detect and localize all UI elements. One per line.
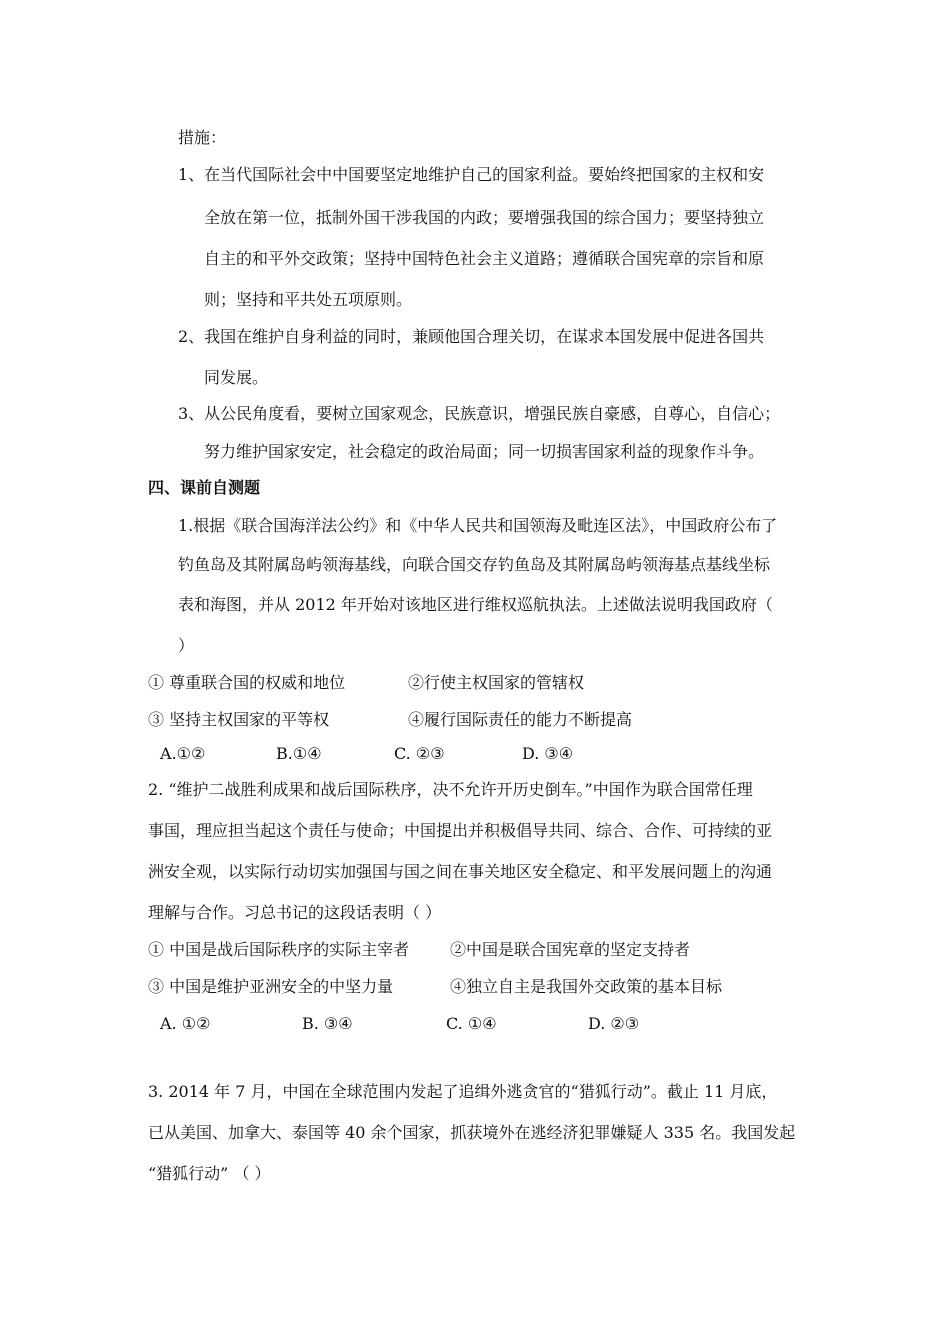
q2-stem-line-1: 2. “维护二战胜利成果和战后国际秩序，决不允许开历史倒车。”中国作为联合国常任理: [148, 780, 753, 799]
q2-stem-line-2: 事国，理应担当起这个责任与使命；中国提出并积极倡导共同、综合、合作、可持续的亚: [148, 821, 773, 840]
q3-stem-line-1: 3. 2014 年 7 月，中国在全球范围内发起了追缉外逃贪官的“猎狐行动”。截止 11 月底，: [148, 1082, 778, 1101]
measure-2-line-2: 同发展。: [204, 368, 269, 387]
q1-option-c: C. ②③: [394, 744, 445, 763]
q1-stem-line-1: 1.根据《联合国海洋法公约》和《中华人民共和国领海及毗连区法》，中国政府公布了: [178, 516, 778, 535]
q2-option-b: B. ③④: [302, 1014, 353, 1033]
q2-option-c: C. ①④: [446, 1014, 497, 1033]
measure-1-line-4: 则；坚持和平共处五项原则。: [204, 290, 413, 309]
q1-option-b: B.①④: [276, 744, 322, 763]
q1-option-a: A.①②: [160, 744, 206, 763]
measure-3-line-1: 3、从公民角度看，要树立国家观念，民族意识，增强民族自豪感，自尊心，自信心；: [178, 404, 781, 423]
q2-statement-1: ① 中国是战后国际秩序的实际主宰者: [148, 940, 410, 959]
measure-2-line-1: 2、我国在维护自身利益的同时，兼顾他国合理关切，在谋求本国发展中促进各国共: [178, 327, 765, 346]
q2-stem-line-4: 理解与合作。习总书记的这段话表明（ ）: [148, 903, 442, 922]
measure-3-line-2: 努力维护国家安定，社会稳定的政治局面；同一切损害国家利益的现象作斗争。: [204, 442, 765, 461]
section-heading: 四、课前自测题: [148, 478, 261, 497]
q1-statement-1: ① 尊重联合国的权威和地位: [148, 673, 346, 692]
q2-statement-4: ④独立自主是我国外交政策的基本目标: [450, 977, 723, 996]
q3-stem-line-2: 已从美国、加拿大、泰国等 40 余个国家，抓获境外在逃经济犯罪嫌疑人 335 名。我国发起: [148, 1123, 796, 1142]
q1-stem-line-4: ）: [178, 636, 195, 655]
q2-option-d: D. ②③: [588, 1014, 640, 1033]
q2-option-a: A. ①②: [160, 1014, 211, 1033]
q3-stem-line-3: “猎狐行动” （ ）: [148, 1164, 271, 1183]
measure-1-line-2: 全放在第一位，抵制外国干涉我国的内政；要增强我国的综合国力；要坚持独立: [204, 208, 765, 227]
measure-1-line-1: 1、在当代国际社会中中国要坚定地维护自己的国家利益。要始终把国家的主权和安: [178, 165, 765, 184]
q2-statement-2: ②中国是联合国宪章的坚定支持者: [450, 940, 691, 959]
measure-1-line-3: 自主的和平外交政策；坚持中国特色社会主义道路；遵循联合国宪章的宗旨和原: [204, 249, 765, 268]
q1-stem-line-3: 表和海图，并从 2012 年开始对该地区进行维权巡航执法。上述做法说明我国政府（: [178, 595, 773, 614]
q2-stem-line-3: 洲安全观，以实际行动切实加强国与国之间在事关地区安全稳定、和平发展问题上的沟通: [148, 862, 773, 881]
q1-stem-line-2: 钓鱼岛及其附属岛屿领海基线，向联合国交存钓鱼岛及其附属岛屿领海基点基线坐标: [178, 555, 771, 574]
measures-label: 措施：: [178, 128, 227, 147]
q1-statement-2: ②行使主权国家的管辖权: [408, 673, 585, 692]
q1-option-d: D. ③④: [522, 744, 574, 763]
q1-statement-4: ④履行国际责任的能力不断提高: [408, 710, 633, 729]
q1-statement-3: ③ 坚持主权国家的平等权: [148, 710, 330, 729]
q2-statement-3: ③ 中国是维护亚洲安全的中坚力量: [148, 977, 394, 996]
